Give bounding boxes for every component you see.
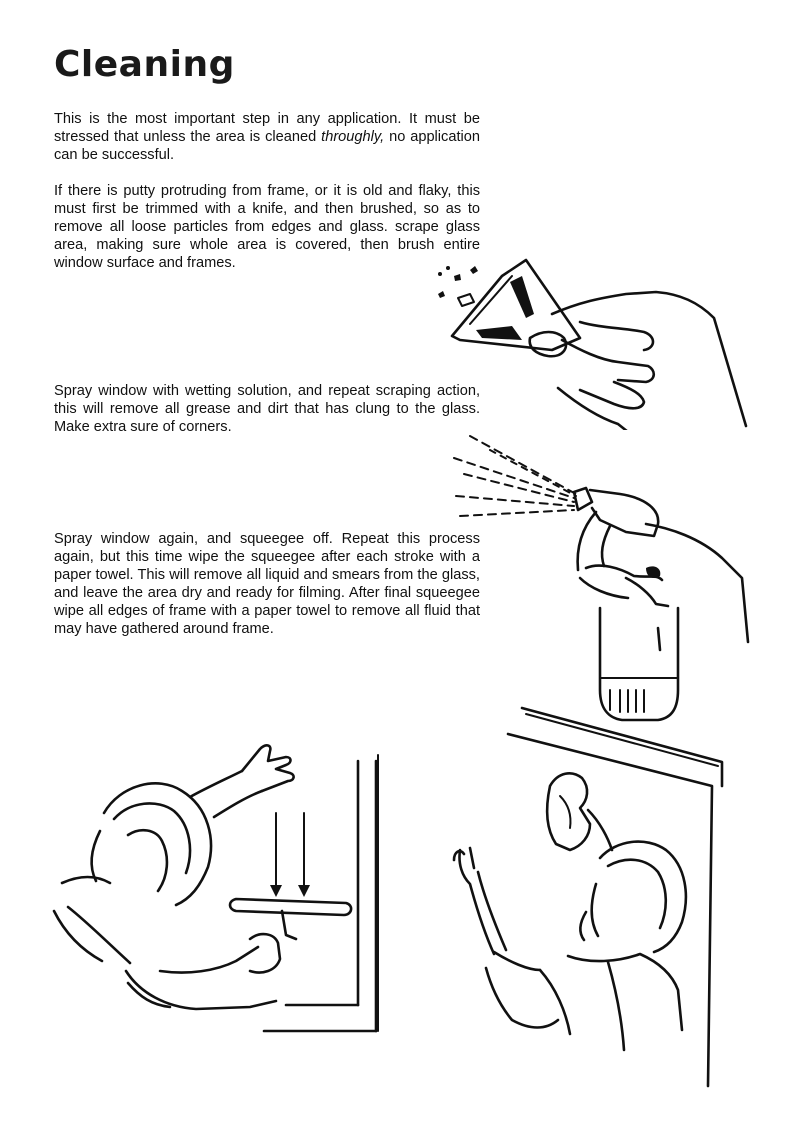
- paragraph-importance-start: This is the most important step in any application. It must be stressed that unless the area is cleaned: [54, 111, 480, 145]
- paragraph-putty-trimming: If there is putty protruding from frame, or it is old and flaky, this must first be trimmed with a knife, and then brushed, so as to remove all loose particles from edges and glass. scrape glass area, making sure whole area is covered, then brush entire window surface and frames.: [54, 183, 480, 271]
- paragraph-importance: [54, 110, 480, 164]
- spray-bottle-icon: [450, 428, 750, 726]
- paper-towel-person-icon: [440, 700, 740, 1090]
- squeegee-person-icon: [40, 735, 400, 1075]
- paragraph-importance-end: no application can be successful.: [54, 129, 480, 163]
- page-title: Cleaning: [54, 44, 235, 85]
- emphasis-throughly: throughly,: [321, 129, 385, 145]
- paragraph-squeegee: Spray window again, and squeegee off. Repeat this process again, but this time wipe the squeegee after each stroke with a paper towel. This will remove all liquid and smears from the glass, and leave the area dry and ready for filming. After final squeegee wipe all edges of frame with a paper towel to remove all fluid that may have gathered around frame.: [54, 531, 480, 637]
- hand-scraper-icon: [430, 258, 750, 430]
- paragraph-spray-scraping: Spray window with wetting solution, and repeat scraping action, this will remove all grease and dirt that has clung to the glass. Make extra sure of corners.: [54, 383, 480, 435]
